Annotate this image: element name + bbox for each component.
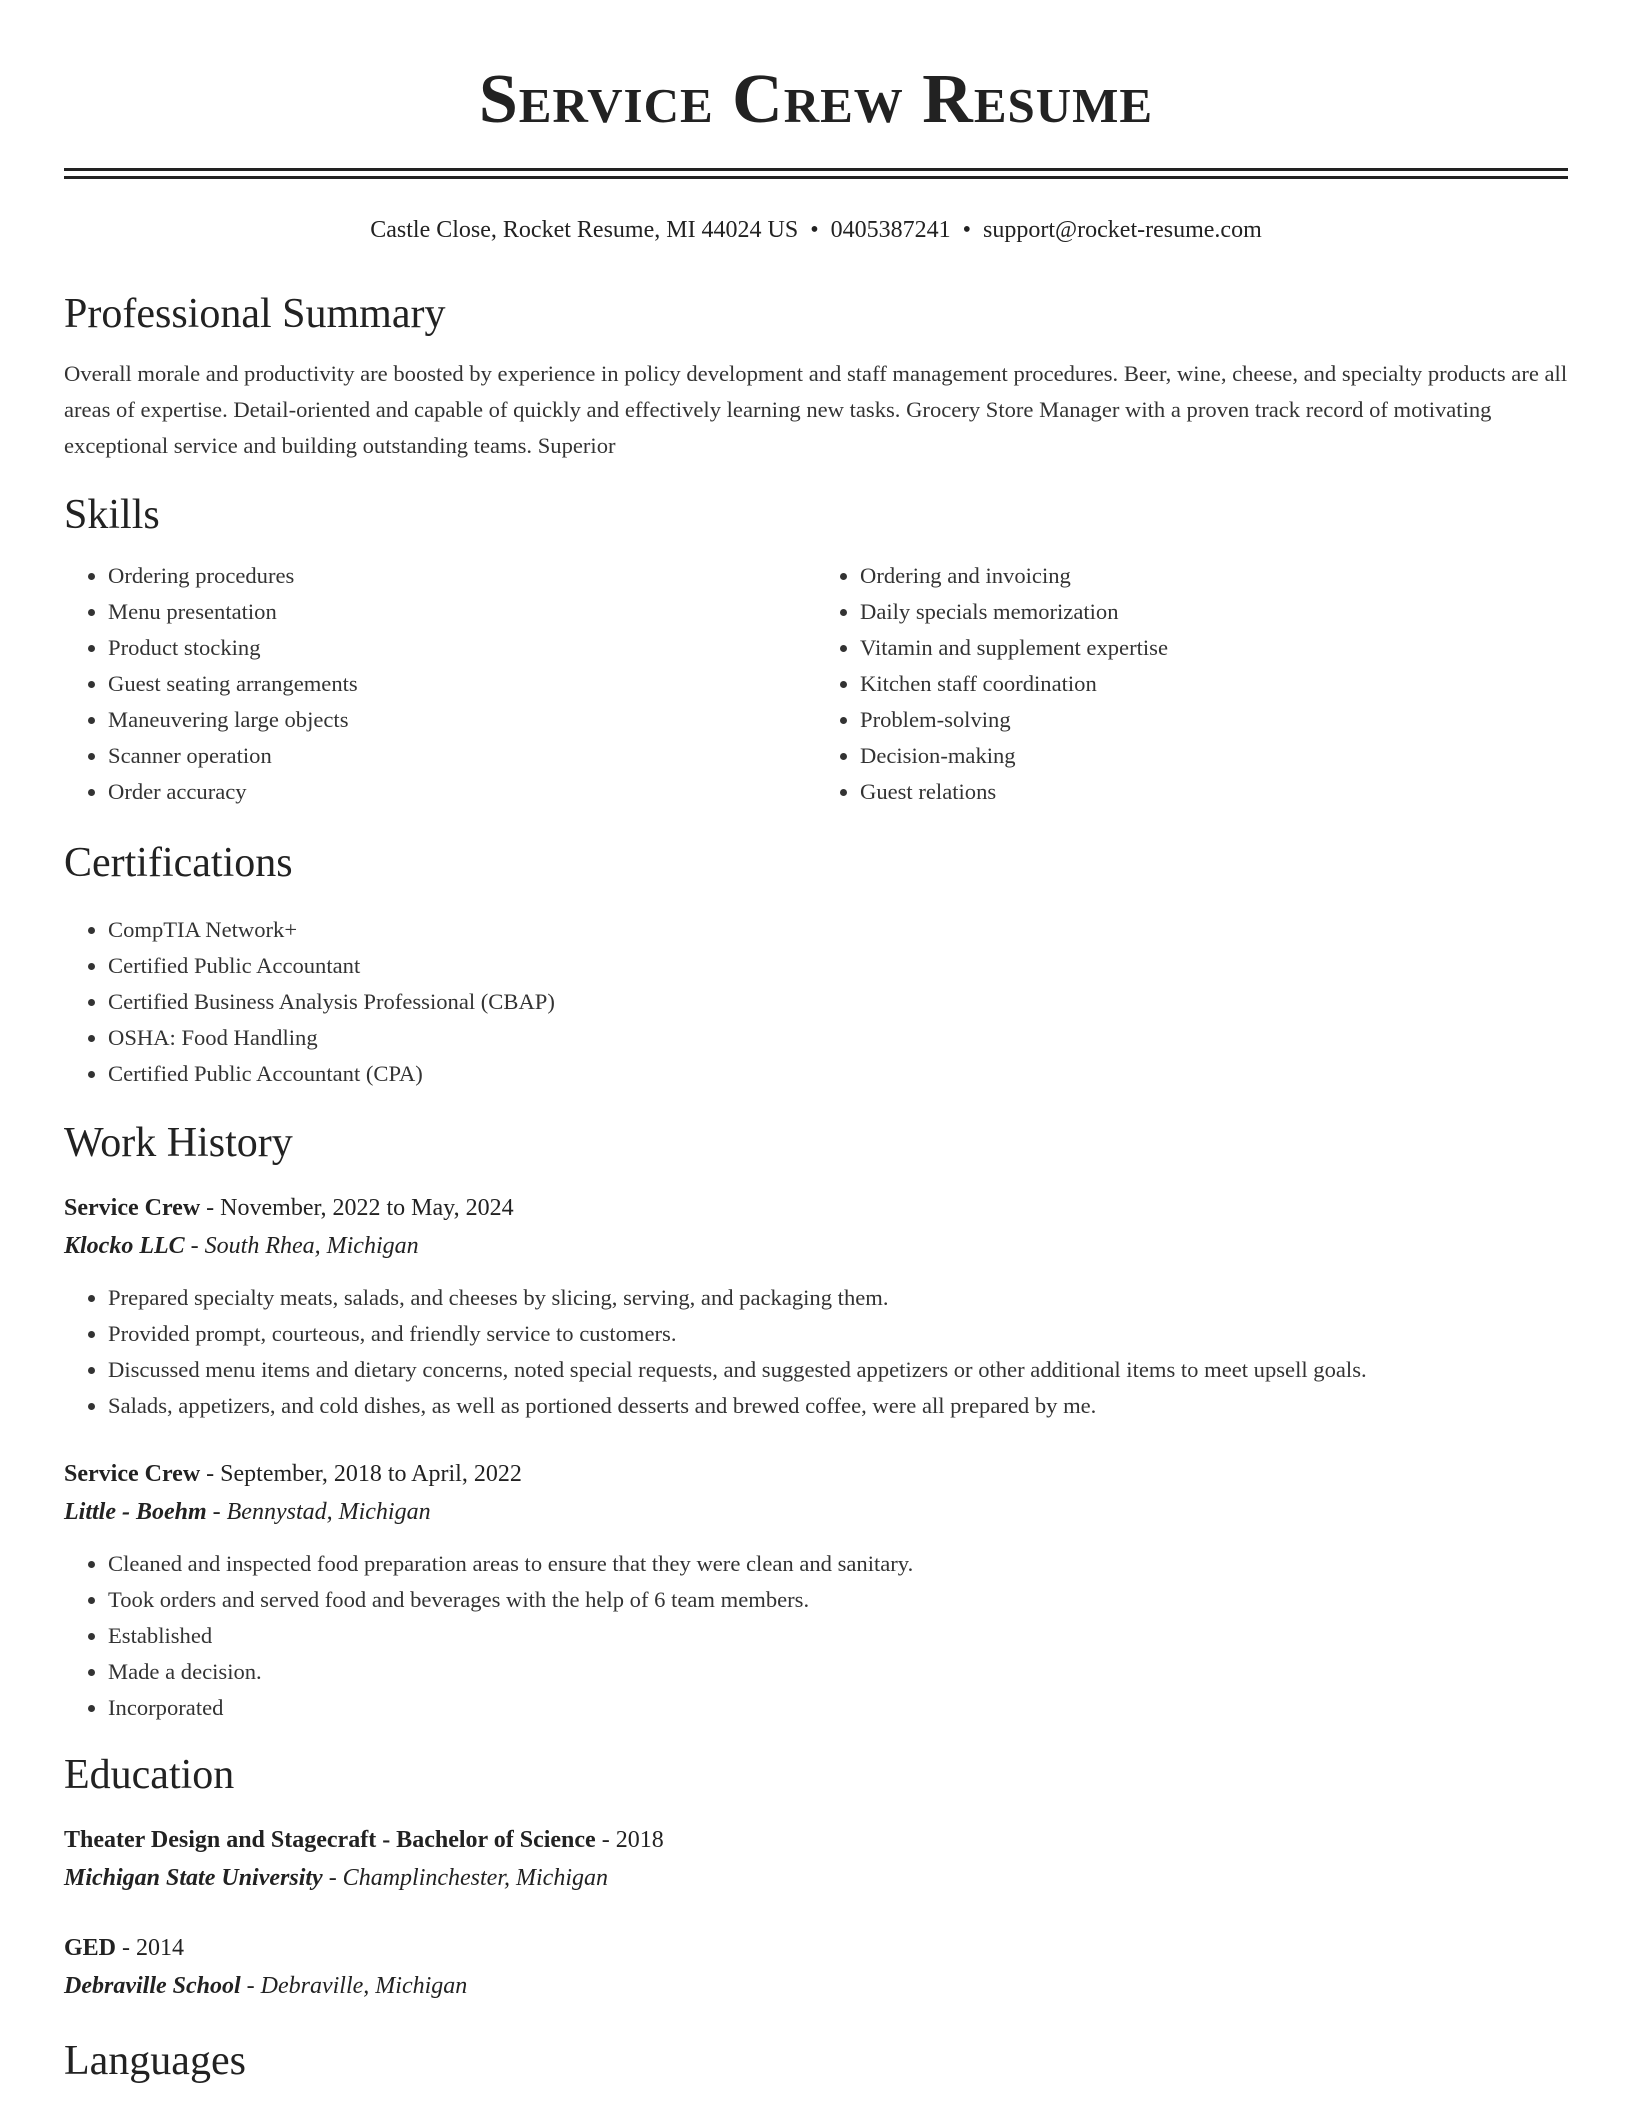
education-school: Debraville School: [64, 1973, 241, 1999]
job-entry: [64, 1456, 1568, 1726]
job-duty: • Cleaned and inspected food preparation areas to ensure that they were clean and sanitary.: [108, 1546, 1568, 1582]
resume-title: Service Crew Resume: [478, 61, 1154, 138]
certifications-list: [64, 912, 1568, 1092]
section-heading-languages: Languages: [64, 2038, 246, 2084]
education-year: - 2014: [116, 1935, 185, 1961]
section-heading-summary: Professional Summary: [64, 291, 446, 337]
job-title: Service Crew: [64, 1195, 201, 1221]
job-title-line: [64, 1190, 1568, 1226]
section-heading-skills: Skills: [64, 492, 160, 538]
skill-item: • Guest relations: [860, 774, 1568, 810]
section-heading-certifications: Certifications: [64, 840, 293, 886]
skill-item: • Kitchen staff coordination: [860, 666, 1568, 702]
job-duty: • Made a decision.: [108, 1654, 1568, 1690]
summary-text: Overall morale and productivity are boosted by experience in policy development and staff management procedures. Beer, wine, cheese, and specialty products are all areas of expertise. Detail-oriented and capable of quickly and effectively learning new tasks. Grocery Store Manager with a proven track record of motivating exceptional service and building outstanding teams. Superior: [64, 361, 1568, 458]
skill-item: • Ordering and invoicing: [860, 558, 1568, 594]
section-heading-education: Education: [64, 1752, 235, 1798]
job-duty: • Provided prompt, courteous, and friendly service to customers.: [108, 1316, 1568, 1352]
skill-item: • Order accuracy: [108, 774, 816, 810]
skill-item: • Guest seating arrangements: [108, 666, 816, 702]
job-duty: • Salads, appetizers, and cold dishes, as well as portioned desserts and brewed coffee, were all prepared by me.: [108, 1388, 1568, 1424]
education-degree-line: [64, 1822, 1568, 1858]
education-school: Michigan State University: [64, 1865, 323, 1891]
education-entry: [64, 1930, 1568, 2004]
job-duties-list: [64, 1546, 1568, 1726]
contact-address: Castle Close, Rocket Resume, MI 44024 US: [370, 217, 799, 243]
job-location: - South Rhea, Michigan: [184, 1233, 419, 1259]
certification-item: • CompTIA Network+: [108, 912, 1568, 948]
contact-email: support@rocket-resume.com: [983, 217, 1262, 243]
job-duty: • Established: [108, 1618, 1568, 1654]
skill-item: • Menu presentation: [108, 594, 816, 630]
contact-phone: 0405387241: [830, 217, 951, 243]
job-duty: • Incorporated: [108, 1690, 1568, 1726]
job-duty: • Prepared specialty meats, salads, and cheeses by slicing, serving, and packaging them.: [108, 1280, 1568, 1316]
education-year: - 2018: [595, 1827, 664, 1853]
skill-item: • Decision-making: [860, 738, 1568, 774]
job-entry: [64, 1190, 1568, 1424]
resume-page: [64, 0, 1568, 2086]
job-duty: • Discussed menu items and dietary concerns, noted special requests, and suggested appetizers or other additional items to meet upsell goals.: [108, 1352, 1568, 1388]
skills-column-right: [816, 558, 1568, 810]
skill-item: • Product stocking: [108, 630, 816, 666]
education-school-line: [64, 1968, 1568, 2004]
job-duty: • Took orders and served food and beverages with the help of 6 team members.: [108, 1582, 1568, 1618]
skill-item: • Daily specials memorization: [860, 594, 1568, 630]
skill-item: • Problem-solving: [860, 702, 1568, 738]
title-divider-top: [64, 168, 1568, 171]
skill-item: • Ordering procedures: [108, 558, 816, 594]
skills-column-left: [64, 558, 816, 810]
education-degree: Theater Design and Stagecraft - Bachelor of Science: [64, 1827, 596, 1853]
education-degree: GED: [64, 1935, 117, 1961]
job-dates: - September, 2018 to April, 2022: [200, 1461, 522, 1487]
certification-item: • Certified Public Accountant (CPA): [108, 1056, 1568, 1092]
job-company-line: [64, 1228, 1568, 1264]
job-company-line: [64, 1494, 1568, 1530]
job-dates: - November, 2022 to May, 2024: [200, 1195, 514, 1221]
section-heading-work-history: Work History: [64, 1120, 293, 1166]
education-location: - Champlinchester, Michigan: [322, 1865, 608, 1891]
job-title: Service Crew: [64, 1461, 201, 1487]
certification-item: • Certified Public Accountant: [108, 948, 1568, 984]
contact-separator: •: [962, 217, 972, 243]
skills-list: [64, 558, 1568, 810]
job-company: Klocko LLC: [64, 1233, 185, 1259]
job-duties-list: [64, 1280, 1568, 1424]
contact-line: [64, 215, 1568, 245]
title-divider-bottom: [64, 176, 1568, 179]
job-title-line: [64, 1456, 1568, 1492]
skill-item: • Maneuvering large objects: [108, 702, 816, 738]
skill-item: • Vitamin and supplement expertise: [860, 630, 1568, 666]
certification-item: • OSHA: Food Handling: [108, 1020, 1568, 1056]
contact-separator: •: [810, 217, 819, 243]
skill-item: • Scanner operation: [108, 738, 816, 774]
education-entry: [64, 1822, 1568, 1896]
education-degree-line: [64, 1930, 1568, 1966]
education-location: - Debraville, Michigan: [240, 1973, 468, 1999]
job-company: Little - Boehm: [64, 1499, 207, 1525]
certification-item: • Certified Business Analysis Professional (CBAP): [108, 984, 1568, 1020]
education-school-line: [64, 1860, 1568, 1896]
job-location: - Bennystad, Michigan: [206, 1499, 431, 1525]
